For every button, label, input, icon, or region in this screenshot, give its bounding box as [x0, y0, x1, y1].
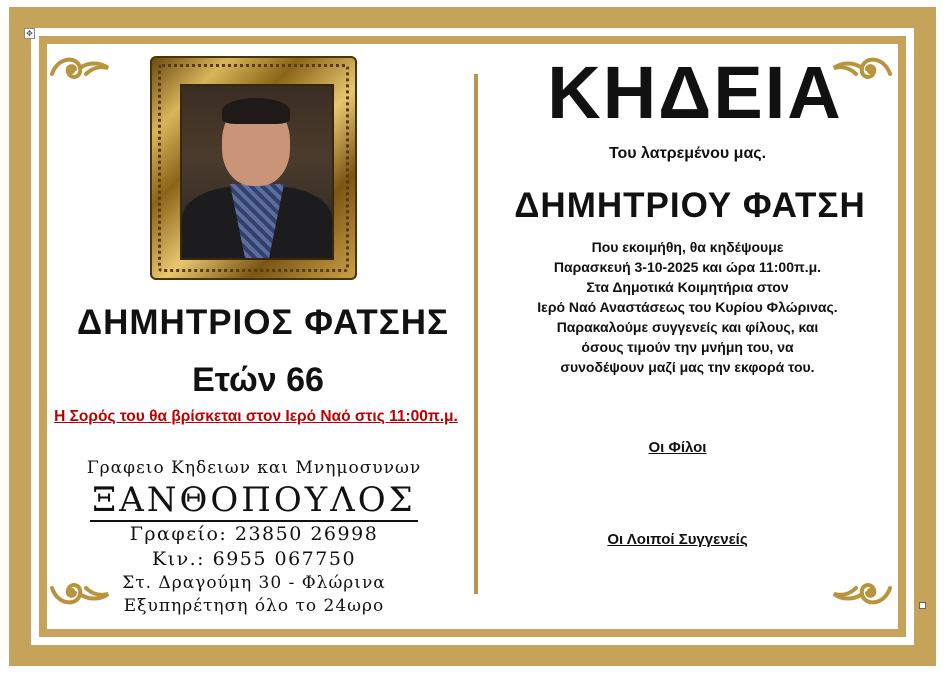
- funeral-home-title: Γραφειο Κηδειων και Μνημοσυνων: [86, 458, 422, 478]
- announcement-line: συνοδέψουν μαζί μας την εκφορά του.: [560, 359, 815, 375]
- ornament-top-left-icon: [48, 52, 112, 84]
- beloved-line: Του λατρεμένου μας.: [608, 145, 767, 162]
- signature-relatives: Οι Λοιποί Συγγενείς: [607, 531, 748, 548]
- portrait-photo: [180, 84, 334, 260]
- announcement-line: Που εκοιμήθη, θα κηδέψουμε: [591, 239, 784, 255]
- deceased-name-genitive: ΔΗΜΗΤΡΙΟΥ ΦΑΤΣΗ: [514, 186, 866, 225]
- office-phone: Γραφείο: 23850 26998: [129, 523, 379, 545]
- announcement-line: όσους τιμούν την μνήμη του, να: [581, 339, 794, 355]
- deceased-name: ΔΗΜΗΤΡΙΟΣ ΦΑΤΣΗΣ: [76, 303, 450, 342]
- funeral-home-address: Στ. Δραγούμη 30 - Φλώρινα: [122, 573, 386, 593]
- signature-friends: Οι Φίλοι: [648, 439, 707, 456]
- mobile-phone: Κιν.: 6955 067750: [151, 548, 357, 570]
- service-hours: Εξυπηρέτηση όλο το 24ωρο: [123, 596, 385, 616]
- move-handle-icon[interactable]: ✥: [24, 28, 35, 39]
- portrait-frame: [150, 56, 357, 280]
- ornament-bottom-right-icon: [830, 578, 894, 610]
- announcement-line: Στα Δημοτικά Κοιμητήρια στον: [586, 279, 789, 295]
- resize-handle[interactable]: [919, 602, 926, 609]
- announcement-line: Ιερό Ναό Αναστάσεως του Κυρίου Φλώρινας.: [537, 299, 838, 315]
- body-location-note: Η Σορός του θα βρίσκεται στον Ιερό Ναό στις 11:00π.μ.: [54, 408, 458, 425]
- page-title: ΚΗΔΕΙΑ: [547, 51, 843, 134]
- announcement-line: Παρακαλούμε συγγενείς και φίλους, και: [556, 319, 819, 335]
- funeral-home-block: [48, 458, 460, 618]
- announcement-line: Παρασκευή 3-10-2025 και ώρα 11:00π.μ.: [553, 259, 822, 275]
- announcement-text: [490, 237, 885, 377]
- deceased-age: Ετών 66: [192, 361, 324, 399]
- funeral-home-brand: ΞΑΝΘΟΠΟΥΛΟΣ: [92, 480, 416, 520]
